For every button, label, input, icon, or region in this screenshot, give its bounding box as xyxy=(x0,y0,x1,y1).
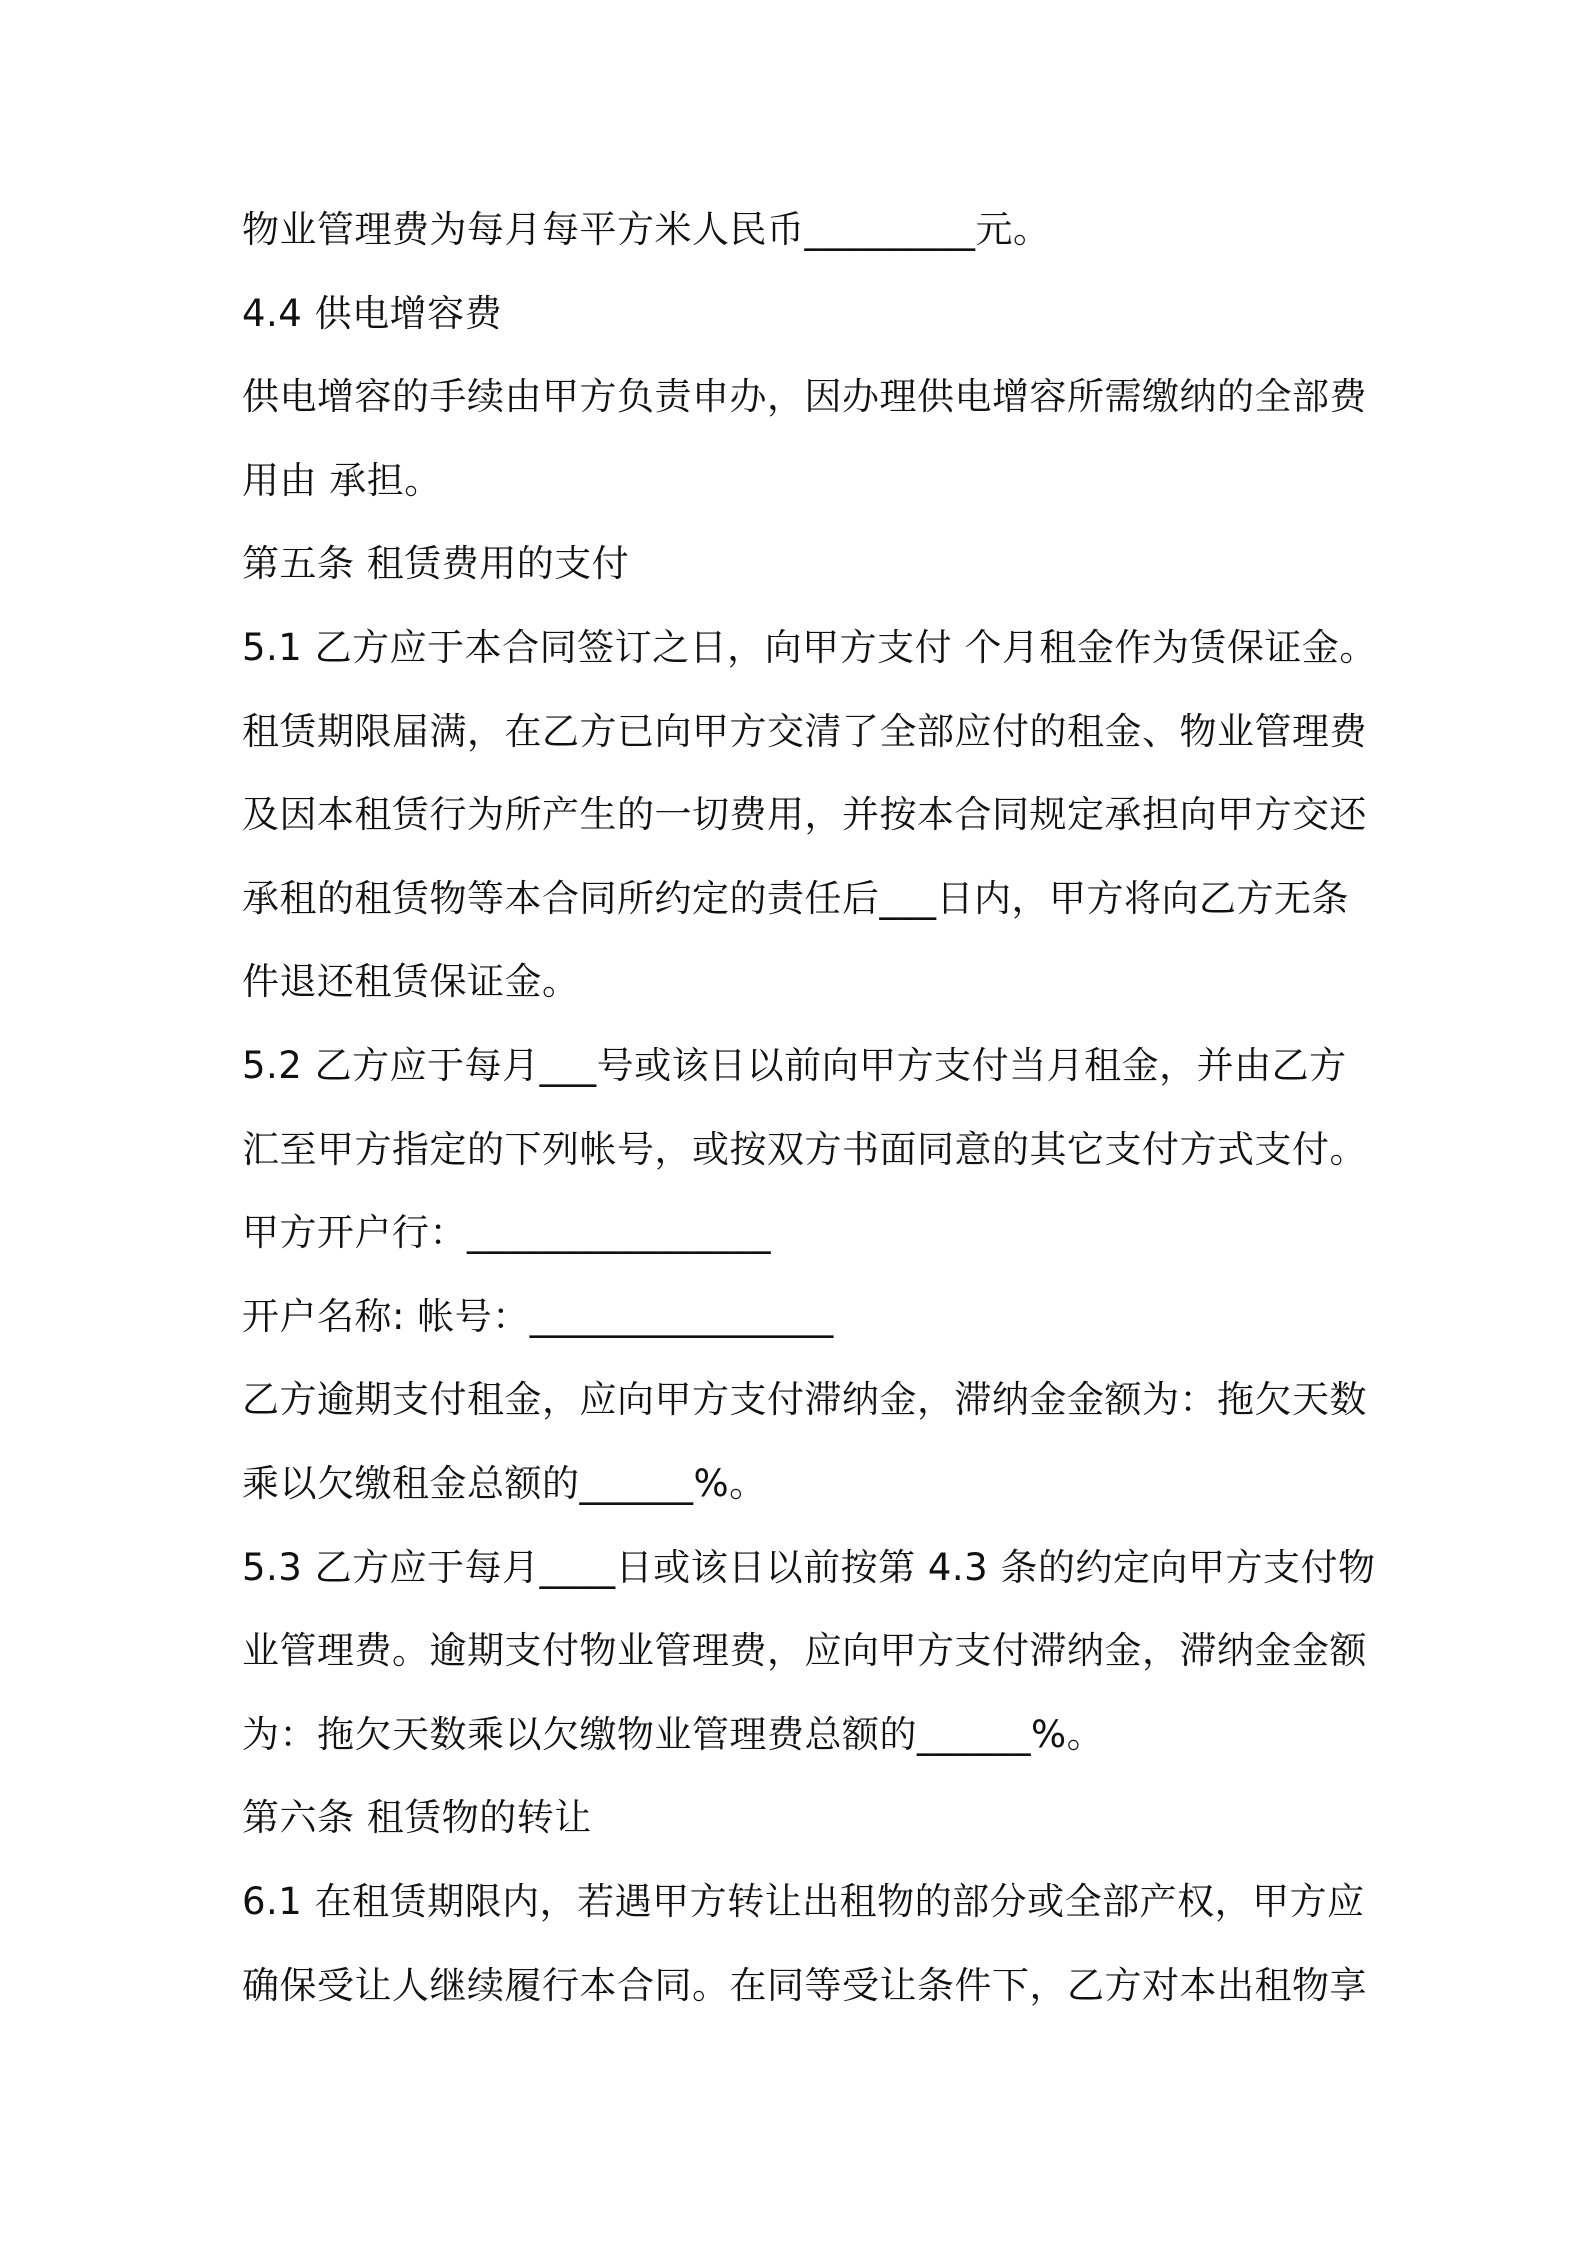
text-line-8: 及因本租赁行为所产生的一切费用，并按本合同规定承担向甲方交还 xyxy=(242,793,1367,836)
article-heading-5: 第五条 租赁费用的支付 xyxy=(242,542,630,585)
text-line-16: 乘以欠缴租金总额的______%。 xyxy=(242,1462,767,1505)
clause-5-2: 5.2 乙方应于每月___号或该日以前向甲方支付当月租金，并由乙方 xyxy=(242,1044,1347,1087)
clause-5-1: 5.1 乙方应于本合同签订之日，向甲方支付 个月租金作为赁保证金。 xyxy=(242,626,1377,669)
bank-line: 甲方开户行：________________ xyxy=(242,1211,771,1254)
section-heading-4-4: 4.4 供电增容费 xyxy=(242,292,503,335)
text-line-3: 供电增容的手续由甲方负责申办，因办理供电增容所需缴纳的全部费 xyxy=(242,375,1367,418)
text-line-4: 用由 承担。 xyxy=(242,459,442,502)
clause-6-1: 6.1 在租赁期限内，若遇甲方转让出租物的部分或全部产权，甲方应 xyxy=(242,1880,1365,1923)
text-line-1: 物业管理费为每月每平方米人民币_________元。 xyxy=(242,208,1051,251)
text-line-10: 件退还租赁保证金。 xyxy=(242,960,580,1003)
clause-5-3: 5.3 乙方应于每月____日或该日以前按第 4.3 条的约定向甲方支付物 xyxy=(242,1546,1376,1589)
text-line-9: 承租的租赁物等本合同所约定的责任后___日内，甲方将向乙方无条 xyxy=(242,877,1349,920)
text-line-7: 租赁期限届满，在乙方已向甲方交清了全部应付的租金、物业管理费 xyxy=(242,710,1367,753)
text-line-18: 业管理费。逾期支付物业管理费，应向甲方支付滞纳金，滞纳金金额 xyxy=(242,1629,1367,1672)
article-heading-6: 第六条 租赁物的转让 xyxy=(242,1796,592,1839)
account-line: 开户名称: 帐号：________________ xyxy=(242,1295,834,1338)
text-line-22: 确保受让人继续履行本合同。在同等受让条件下，乙方对本出租物享 xyxy=(242,1964,1367,2007)
text-line-12: 汇至甲方指定的下列帐号，或按双方书面同意的其它支付方式支付。 xyxy=(242,1128,1367,1171)
text-line-19: 为：拖欠天数乘以欠缴物业管理费总额的______%。 xyxy=(242,1713,1105,1756)
text-line-15: 乙方逾期支付租金，应向甲方支付滞纳金，滞纳金金额为：拖欠天数 xyxy=(242,1378,1367,1421)
